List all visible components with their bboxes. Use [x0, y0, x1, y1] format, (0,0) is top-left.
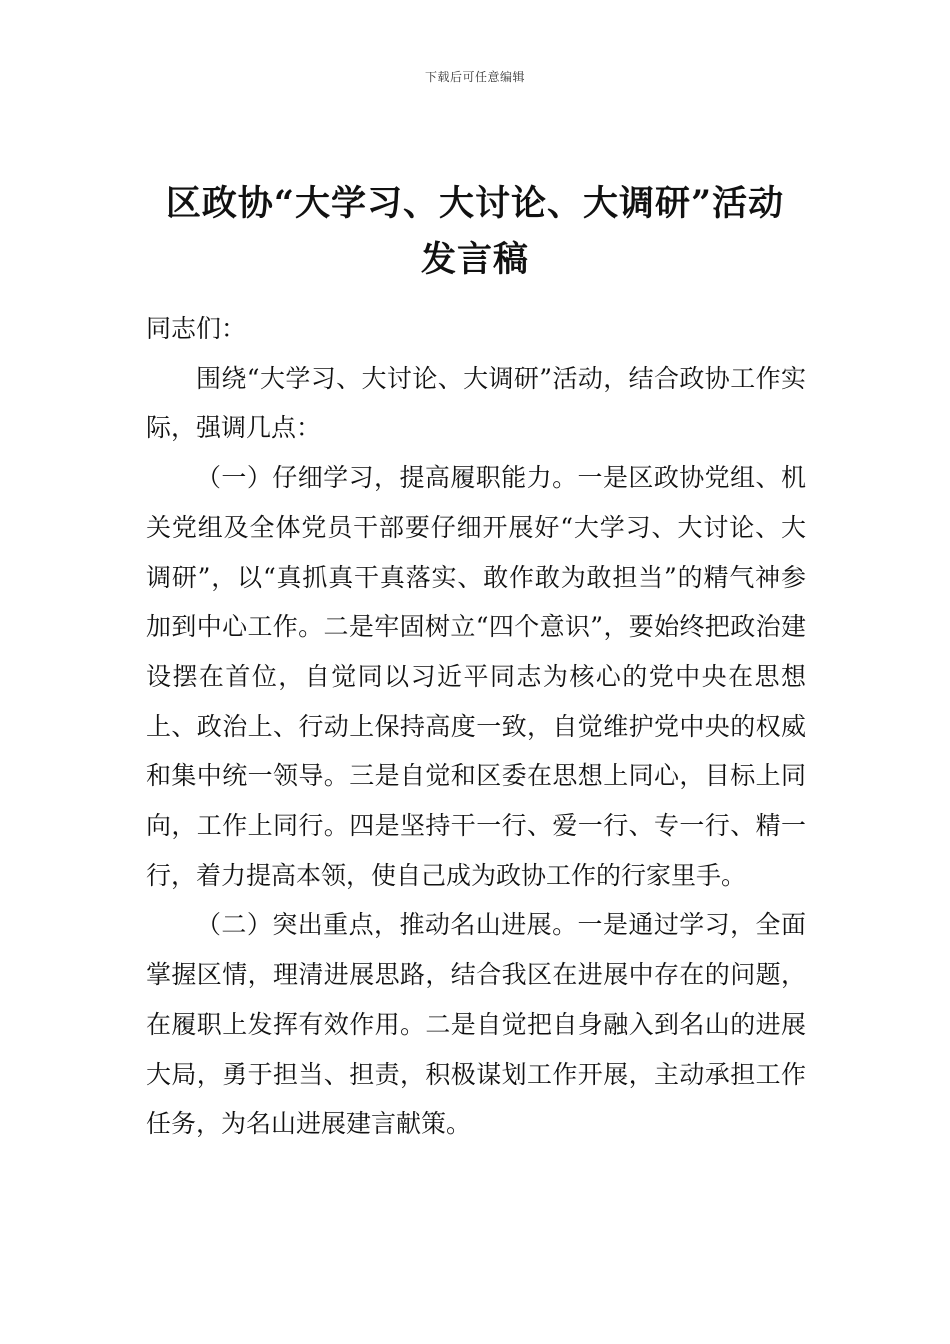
- paragraph-intro: 围绕“大学习、大讨论、大调研”活动，结合政协工作实际，强调几点：: [146, 363, 806, 443]
- title-line-1: 区政协“大学习、大讨论、大调研”活动: [165, 183, 785, 224]
- title-line-2: 发言稿: [420, 239, 529, 280]
- paragraph-section-1: （一）仔细学习，提高履职能力。一是区政协党组、机关党组及全体党员干部要仔细开展好“大学习、大讨论、大调研”，以“真抓真干真落实、敢作敢为敢担当”的精气神参加到中心工作。二是牢固树立“四个意识”，要始终把政治建设摆在首位，自觉同以习近平同志为核心的党中央在思想上、政治上、行动上保持高度一致，自觉维护党中央的权威和集中统一领导。三是自觉和区委在思想上同心，目标上同向，工作上同行。四是坚持干一行、爱一行、专一行、精一行，着力提高本领，使自己成为政协工作的行家里手。: [146, 463, 806, 890]
- paragraph-section-2: （二）突出重点，推动名山进展。一是通过学习，全面掌握区情，理清进展思路，结合我区在进展中存在的问题，在履职上发挥有效作用。二是自觉把自身融入到名山的进展大局，勇于担当、担责，积极谋划工作开展，主动承担工作任务，为名山进展建言献策。: [146, 910, 806, 1139]
- salutation: 同志们：: [146, 314, 247, 343]
- document-title: [120, 176, 830, 288]
- header-note: 下载后可任意编辑: [424, 70, 525, 84]
- document-body: [146, 304, 806, 1149]
